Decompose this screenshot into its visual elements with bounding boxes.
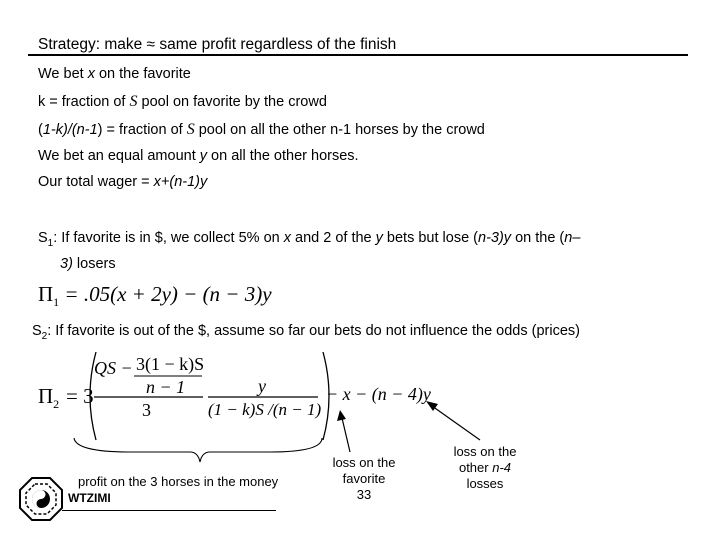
- slide-title: Strategy: make ≈ same profit regardless of the finish: [38, 36, 397, 53]
- line-fraction-others: (1-k)/(n-1) = fraction of S pool on all the other n-1 horses by the crowd: [38, 121, 485, 138]
- case-s1-text: $S_1$: If favorite is in $, we collect 5% on x and 2 of the y bets but lose (n-3)y on the (n– 3) losers: [38, 230, 581, 272]
- line-bet-others: We bet an equal amount y on all the other horses.: [38, 148, 359, 164]
- wtzimi-logo-icon: [18, 476, 64, 522]
- logo-text: WTZIMI: [68, 491, 111, 505]
- equation-profit-1: $\Pi_1 = .05(x + 2y) - (n - 3)y$: [38, 282, 272, 310]
- note-loss-others: loss on the other n-4 losses: [453, 444, 517, 491]
- footer-rule: [62, 510, 276, 511]
- case-s2-text: $S_2$: If favorite is out of the $, assume so far our bets do not influence the odds (prices): [32, 323, 580, 342]
- line-total-wager: Our total wager = x+(n-1)y: [38, 174, 208, 190]
- page-number: 33: [356, 487, 372, 502]
- note-loss-favorite: loss on the favorite 33: [326, 455, 402, 503]
- line-fraction-k: k = fraction of S pool on favorite by the crowd: [38, 93, 327, 110]
- note-profit-3-horses: profit on the 3 horses in the money: [78, 474, 279, 489]
- line-bet-favorite: We bet x on the favorite: [38, 66, 191, 82]
